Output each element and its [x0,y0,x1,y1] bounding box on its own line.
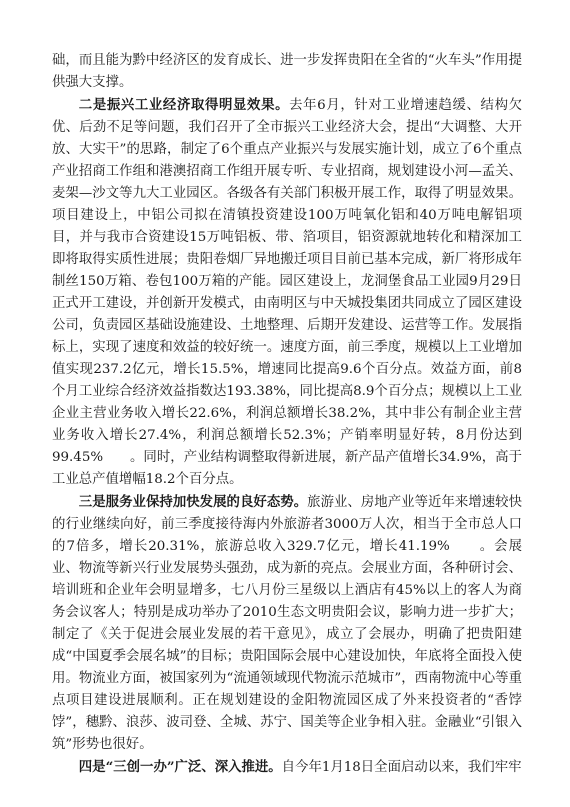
paragraph-text: 础，而且能为黔中经济区的发育成长、进一步发挥贵阳在全省的“火车头”作用提供强大支撑。 [52,53,522,90]
paragraph-three-creations [52,756,522,779]
document-body [52,50,522,779]
paragraph-lead: 三是服务业保持加快发展的良好态势。 [78,494,308,510]
paragraph-continuation [52,50,522,94]
paragraph-service-industry [52,491,522,756]
paragraph-lead: 二是振兴工业经济取得明显效果。 [78,97,290,113]
paragraph-lead: 四是“三创一办”广泛、深入推进。 [78,759,282,775]
paragraph-text: 旅游业、房地产业等近年来增速较快的行业继续向好，前三季度接待海内外旅游者3000万人次，相当于全市总人口的7倍多，增长20.31%，旅游总收入329.7亿元，增长41.19% 。会展业、物流等新兴行业发展势头强劲，成为新的亮点。会展业方面，各种研讨会、培训班和企业年会明显增多，七八月份三星级以上酒店有45%以上的客人为商务会议客人；特别是成功举办了2010生态文明贵阳会议，影响力进一步扩大；制定了《关于促进会展业发展的若干意见》，成立了会展办，明确了把贵阳建成“中国夏季会展名城”的目标；贵阳国际会展中心建设加快，年底将全面投入使用。物流业方面，被国家列为“流通领域现代物流示范城市”，西南物流中心等重点项目建设进展顺利。正在规划建设的金阳物流园区成了外来投资者的“香饽饽”，穗黔、浪莎、波司登、全城、苏宁、国美等企业争相入驻。金融业“引银入筑”形势也很好。 [52,495,523,752]
paragraph-text: 自今年1月18日全面启动以来，我们牢牢 [281,760,522,775]
paragraph-industrial-economy [52,94,522,491]
paragraph-text: 去年6月，针对工业增速趋缓、结构欠优、后劲不足等问题，我们召开了全市振兴工业经济大会，提出“大调整、大开放、大实干”的思路，制定了6个重点产业振兴与发展实施计划，成立了6个重点产业招商工作组和港澳招商工作组开展专听、专业招商，规划建设小河—孟关、麦架—沙文等九大工业园区。各级各有关部门积极开展工作，取得了明显效果。项目建设上，中铝公司拟在清镇投资建设100万吨氧化铝和40万吨电解铝项目，并与我市合资建设15万吨铝板、带、箔项目，铝资源就地转化和精深加工即将取得实质性进展；贵阳卷烟厂异地搬迁项目目前已基本完成，新厂将形成年制丝150万箱、卷包100万箱的产能。园区建设上，龙洞堡食品工业园9月29日正式开工建设，并创新开发模式，由南明区与中天城投集团共同成立了园区建设公司，负责园区基础设施建设、土地整理、后期开发建设、运营等工作。发展指标上，实现了速度和效益的较好统一。速度方面，前三季度，规模以上工业增加值实现237.2亿元，增长15.5%，增速同比提高9.6个百分点。效益方面，前8个月工业综合经济效益指数达193.38%，同比提高8.9个百分点；规模以上工业企业主营业务收入增长22.6%，利润总额增长38.2%，其中非公有制企业主营业务收入增长27.4%，利润总额增长52.3%；产销率明显好转，8月份达到99.45% 。同时，产业结构调整取得新进展，新产品产值增长34.9%，高于工业总产值增幅18.2个百分点。 [52,98,522,487]
